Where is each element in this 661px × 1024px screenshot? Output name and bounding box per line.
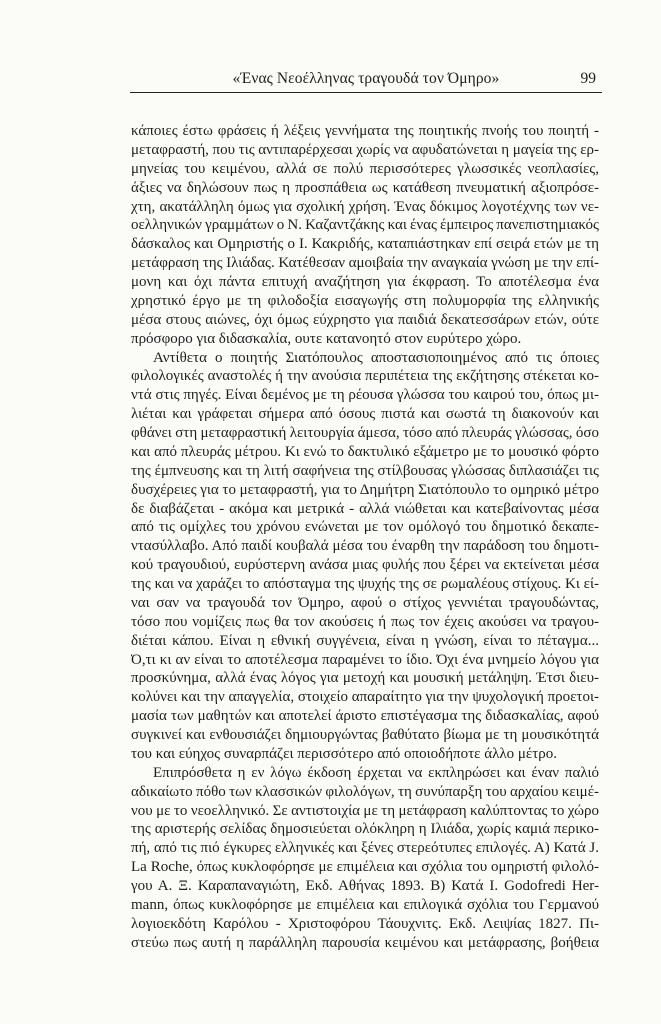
running-title: «Ένας Νεοέλληνας τραγουδά τον Όμηρο» [232, 70, 500, 87]
text-line [131, 443, 599, 462]
text-line-content: νου με το νεοελληνικό. Σε αντιστοιχία με τη μετάφραση καλύπτοντας το χώρο [131, 802, 599, 819]
text-line-content: προσκύνημα, αλλά ένας λόγος για μετοχή και μουσική μετάληψη. Έτσι διευ- [131, 670, 599, 687]
page-number: 99 [580, 70, 596, 87]
text-line [131, 198, 599, 217]
text-line-content: Επιπρόσθετα η εν λόγω έκδοση έρχεται να εκπληρώσει και έναν παλιό [153, 764, 599, 781]
text-line-content: μονη και όχι πάντα επιτυχή αναζήτηση για έκφραση. Το αποτέλεσμα ένα [131, 274, 599, 290]
paragraph [131, 349, 599, 764]
text-line-content: ναι σαν να τραγουδά τον Όμηρο, αφού ο στίχος γεννιέται τραγουδώντας, [131, 594, 599, 611]
text-line [131, 235, 599, 254]
text-line [131, 594, 599, 613]
text-line-content: της και να χαράζει το απόσταγμα της ψυχής της σε ρωμαλέους στίχους. Κι εί- [131, 576, 599, 592]
text-line [131, 934, 599, 953]
text-line [131, 311, 599, 330]
text-line [131, 462, 599, 481]
text-line [131, 367, 599, 386]
body-text [131, 122, 599, 953]
text-line-content: λογιοεκδότη Καρόλου - Χριστοφόρου Τάουχνιτς. Εκδ. Λειψίας 1827. Πι- [131, 915, 599, 932]
text-line-content: άξιες να δηλώσουν πως η προσπάθεια ως κατάθεση πνευματική αξιοπρόσε- [131, 179, 599, 196]
text-line [131, 915, 599, 934]
text-line [131, 820, 599, 839]
text-line [131, 896, 599, 915]
text-line-content: συγκινεί και ενθουσιάζει δημιουργώντας βαθύτατο βίωμα με τη μουσικότητά [131, 727, 599, 743]
text-line [131, 292, 599, 311]
text-line [131, 254, 599, 273]
text-line-content: μεταφραστή, που τις αντιπαρέρχεσαι χωρίς να αφυδατώνεται η μαγεία της ερ- [131, 141, 599, 158]
text-line [131, 518, 599, 537]
text-line-content: χτη, ακατάλληλη όμως για σχολική χρήση. Ένας δόκιμος λογοτέχνης των νε- [131, 198, 599, 215]
text-line [131, 141, 599, 160]
text-line-content: δυσχέρειες για το μεταφραστή, για το Δημήτρη Σιατόπουλο το ομηρικό μέτρο [131, 481, 599, 498]
text-line-content: χρηστικό έργο με τη φιλοδοξία εισαγωγής στη πολυμορφία της ελληνικής [131, 292, 599, 309]
text-line [131, 500, 599, 519]
text-line [131, 877, 599, 896]
text-line-content: ντασύλλαβο. Από παιδί κουβαλά μέσα του έναρθη την παράδοση του δημοτι- [131, 538, 599, 555]
text-line-content: μέσα στους αιώνες, όχι όμως εύχρηστο για παιδιά δεκατεσσάρων ετών, ούτε [131, 311, 599, 328]
text-line [131, 745, 599, 764]
text-line-content: της αριστερής σελίδας δημοσιεύεται ολόκληρη η Ιλιάδα, χωρίς καμιά περικο- [131, 821, 599, 838]
text-line-content: οελληνικών γραμμάτων ο Ν. Καζαντζάκης και ένας έμπειρος πανεπιστημιακός [131, 217, 599, 234]
text-line [131, 481, 599, 500]
text-line [131, 405, 599, 424]
text-line-content: στεύω πως αυτή η παράλληλη παρουσία κειμένου και μετάφρασης, βοήθεια [131, 934, 599, 951]
text-line-content: φιλολογικές αναστολές ή την ανούσια περιπέτεια της εκζήτησης στέκεται κο- [131, 368, 599, 385]
text-line [131, 632, 599, 651]
text-line-content: δε διαβάζεται - ακόμα και μετρικά - αλλά νιώθεται και κατεβαίνοντας μέσα [131, 500, 599, 517]
paragraph [131, 122, 599, 349]
text-line [131, 537, 599, 556]
text-line-content: τόσο που νομίζεις πως θα τον ακούσεις ή πως τον έχεις ακούσει να τραγου- [131, 613, 599, 630]
text-line [131, 160, 599, 179]
text-line [131, 726, 599, 745]
text-line-content: από τις ομίχλες του χρόνου ενώνεται με τον ομόλογό του δημοτικό δεκαπε- [131, 519, 599, 536]
text-line [131, 613, 599, 632]
text-line [131, 424, 599, 443]
text-line [131, 707, 599, 726]
text-line-content: κολύνει και την απαγγελία, στοιχείο απαραίτητο για την ψυχολογική προετοι- [131, 689, 599, 706]
text-line [131, 216, 599, 235]
text-line-content: μηνείας του κειμένου, αλλά σε πολύ περισσότερες γλωσσικές νεοπλασίες, [131, 160, 599, 177]
text-line-content: κάποιες έστω φράσεις ή λέξεις γεννήματα της ποιητικής πνοής του ποιητή - [131, 123, 599, 139]
text-line-content: κού τραγουδιού, ευρύστερνη ανάσα μιας φυλής που ξέρει να εκτείνεται μέσα [131, 557, 599, 574]
text-line [131, 273, 599, 292]
text-line-content: πρόσφορο για διδασκαλία, ουτε κατανοητό στον ευρύτερο χώρο. [131, 330, 522, 347]
text-line-content: Αντίθετα ο ποιητής Σιατόπουλος αποστασιοποιημένος από τις όποιες [153, 349, 599, 366]
text-line-content: μασία των μαθητών και αποτελεί άριστο επιστέγασμα της διδασκαλίας, αφού [131, 708, 599, 725]
text-line [131, 858, 599, 877]
text-line-content: Ό,τι κι αν είναι το αποτέλεσμα παραμένει το ίδιο. Όχι ένα μνημείο λόγου για [131, 651, 599, 668]
text-line [131, 386, 599, 405]
text-line [131, 349, 599, 368]
paragraph [131, 764, 599, 953]
text-line [131, 764, 599, 783]
text-line-content: γου Α. Ξ. Καραπαναγιώτη, Εκδ. Αθήνας 1893. Β) Κατά I. Godofredi Her- [131, 878, 599, 894]
text-line-content: μετάφραση της Ιλιάδας. Κατέθεσαν αμοιβαία την αναγκαία γνώση με την επί- [131, 255, 599, 272]
text-line [131, 688, 599, 707]
text-line-content: διέται κάπου. Είναι η εθνική συγγένεια, είναι η γνώση, είναι το πέταγμα... [131, 632, 599, 649]
text-line [131, 122, 599, 141]
text-line-content: φθάνει στη μεταφραστική λειτουργία άμεσα, τόσο από πλευράς γλώσσας, όσο [131, 425, 599, 441]
text-line-content: πή, από τις πιό έγκυρες ελληνικές και ξένες στερεότυπες επιλογές. Α) Κατά J. [131, 840, 599, 857]
text-line [131, 802, 599, 821]
text-line [131, 330, 599, 349]
text-line-content: της έμπνευσης και τη λιτή σαφήνεια της στίλβουσας γλώσσας διπλασιάζει τις [131, 462, 599, 479]
text-line-content: mann, όπως κυκλοφόρησε με επιμέλεια και επιλογικά σχόλια του Γερμανού [131, 896, 599, 913]
text-line-content: αδικαίωτο πόθο των κλασσικών φιλολόγων, τη συνύπαρξη του αρχαίου κειμέ- [131, 783, 599, 800]
text-line-content: του και εύηχος συναρπάζει περισσότερο από οποιοδήποτε άλλο μέτρο. [131, 745, 557, 762]
text-line [131, 669, 599, 688]
text-line [131, 575, 599, 594]
text-line [131, 556, 599, 575]
text-line-content: La Roche, όπως κυκλοφόρησε με επιμέλεια και σχόλια του ομηριστή φιλολό- [131, 859, 599, 876]
text-line-content: και από πλευράς μέτρου. Κι ενώ το δακτυλικό εξάμετρο με το μουσικό φόρτο [131, 443, 599, 460]
text-line [131, 179, 599, 198]
text-line-content: λιέται και γράφεται σήμερα από όσους πιστά και σωστά τη διακονούν και [131, 406, 599, 423]
text-line-content: ντά στις πηγές. Είναι δεμένος με τη ρέουσα γλώσσα του καιρού του, όπως μι- [131, 387, 599, 404]
text-line [131, 783, 599, 802]
text-line [131, 651, 599, 670]
text-line-content: δάσκαλος και Ομηριστής ο Ι. Κακριδής, καταπιάστηκαν επί σειρά ετών με τη [131, 236, 599, 253]
running-header [130, 68, 602, 93]
text-line [131, 839, 599, 858]
